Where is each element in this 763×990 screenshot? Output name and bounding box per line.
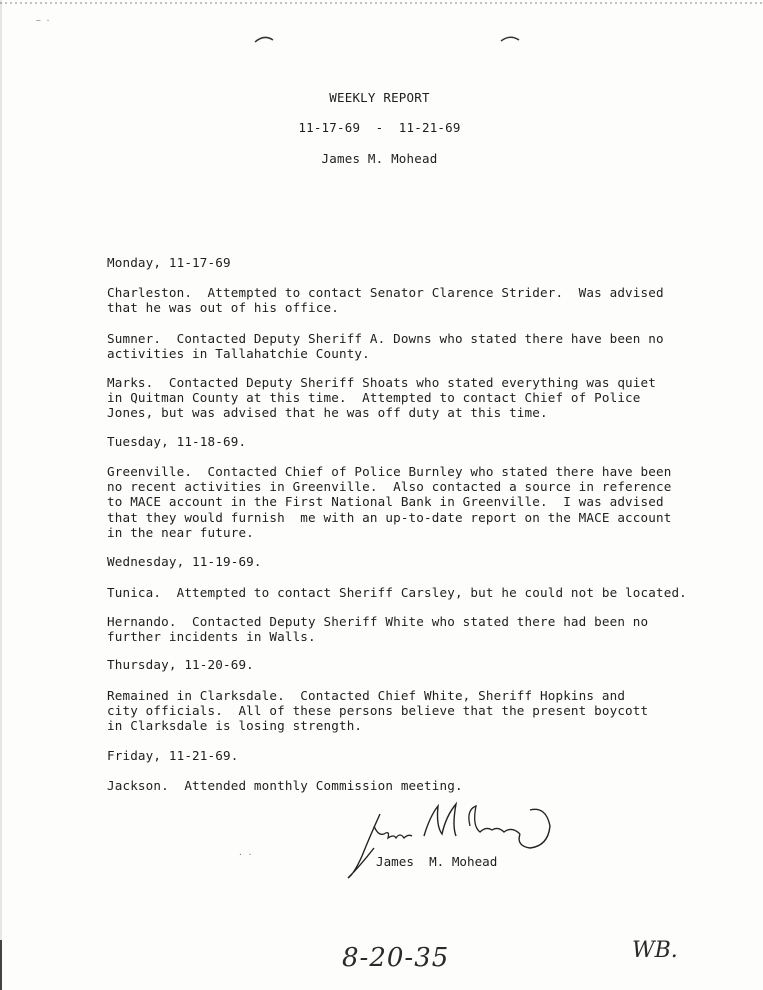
punch-mark-left [254,34,274,44]
day-heading-monday: Monday, 11-17-69 [107,255,231,270]
report-author: James M. Mohead [321,151,438,166]
day-heading-tuesday: Tuesday, 11-18-69. [107,434,247,449]
initials-annotation: WB. [632,938,678,963]
day-heading-wednesday: Wednesday, 11-19-69. [107,554,262,569]
day-heading-friday: Friday, 11-21-69. [107,748,239,763]
entry-marks: Marks. Contacted Deputy Sheriff Shoats who stated everything was quiet in Quitman County at this time. Attempted to contact Chief of Police Jones, but was advised that he was off duty at this time. [107,375,656,421]
punch-mark-right [500,34,520,44]
report-date-range: 11-17-69 - 11-21-69 [298,120,461,135]
report-title: WEEKLY REPORT [329,90,430,105]
entry-greenville: Greenville. Contacted Chief of Police Burnley who stated there have been no recent activities in Greenville. Also contacted a source in reference to MACE account in the First National Bank in Greenville. I was advised that they would furnish me with an up-to-date report on the MACE account in the near future. [107,464,672,540]
day-heading-thursday: Thursday, 11-20-69. [107,657,254,672]
entry-sumner: Sumner. Contacted Deputy Sheriff A. Downs who stated there have been no activities in Tallahatchie County. [107,331,664,362]
scan-left-mark [0,940,2,990]
file-number-annotation: 8-20-35 [342,943,450,973]
scan-speck: · · [238,850,253,859]
entry-clarksdale: Remained in Clarksdale. Contacted Chief White, Sheriff Hopkins and city officials. All of these persons believe that the present boycott in Clarksdale is losing strength. [107,688,649,734]
entry-hernando: Hernando. Contacted Deputy Sheriff White who stated there had been no further incidents in Walls. [107,614,649,645]
entry-tunica: Tunica. Attempted to contact Sheriff Carsley, but he could not be located. [107,585,687,600]
scan-edge-marks [0,0,763,8]
entry-charleston: Charleston. Attempted to contact Senator Clarence Strider. Was advised that he was out of his office. [107,285,664,316]
typed-signature-name: James M. Mohead [376,854,498,869]
entry-jackson: Jackson. Attended monthly Commission meeting. [107,778,463,793]
scan-left-edge [0,0,2,990]
scan-speck: ~ · [36,16,51,25]
handwritten-signature [340,796,570,886]
